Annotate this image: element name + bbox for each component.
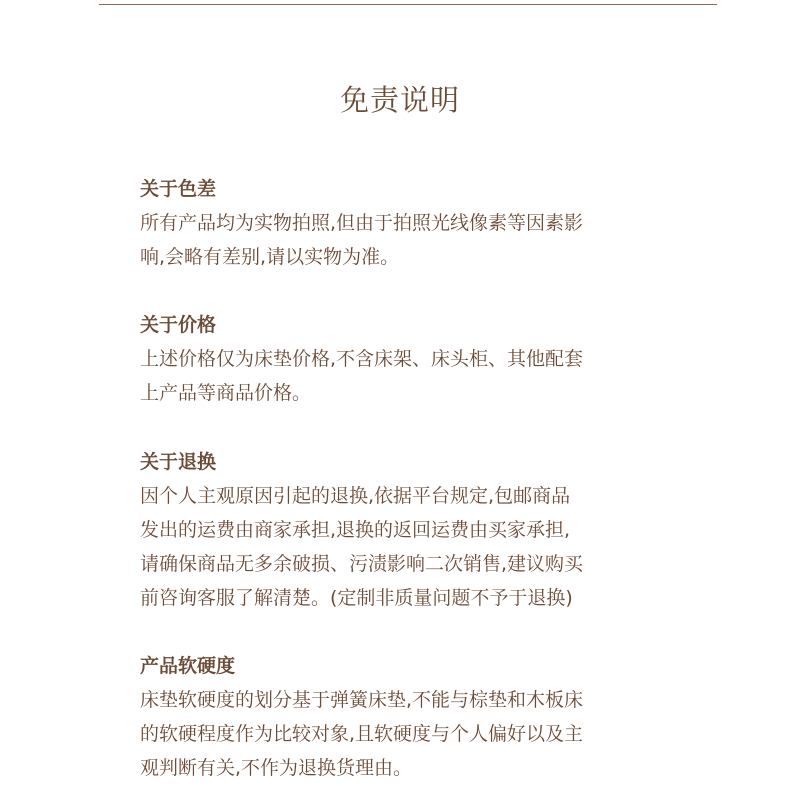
section-firmness [140,649,670,785]
section-text-line: 请确保商品无多余破损、污渍影响二次销售,建议购买 [140,553,584,575]
top-divider [99,4,717,5]
section-text-line: 的软硬程度作为比较对象,且软硬度与个人偏好以及主 [140,723,584,745]
section-price [140,308,670,410]
page-title: 免责说明 [339,83,460,117]
section-text-line: 床垫软硬度的划分基于弹簧床垫,不能与棕垫和木板床 [140,689,584,711]
section-heading: 关于色差 [140,178,217,200]
section-text-line: 所有产品均为实物拍照,但由于拍照光线像素等因素影 [140,212,584,234]
section-text-line: 响,会略有差别,请以实物为准。 [140,246,400,268]
section-text-line: 因个人主观原因引起的退换,依据平台规定,包邮商品 [140,485,571,507]
section-heading: 关于价格 [140,314,217,336]
section-text-line: 发出的运费由商家承担,退换的返回运费由买家承担, [140,519,571,541]
section-color-difference [140,172,670,274]
section-text-line: 观判断有关,不作为退换货理由。 [140,757,413,779]
section-heading: 产品软硬度 [140,655,236,677]
section-text-line: 上产品等商品价格。 [140,382,312,404]
section-returns [140,445,670,615]
section-text-line: 前咨询客服了解清楚。(定制非质量问题不予于退换) [140,587,573,609]
section-heading: 关于退换 [140,451,217,473]
section-text-line: 上述价格仅为床垫价格,不含床架、床头柜、其他配套 [140,348,584,370]
